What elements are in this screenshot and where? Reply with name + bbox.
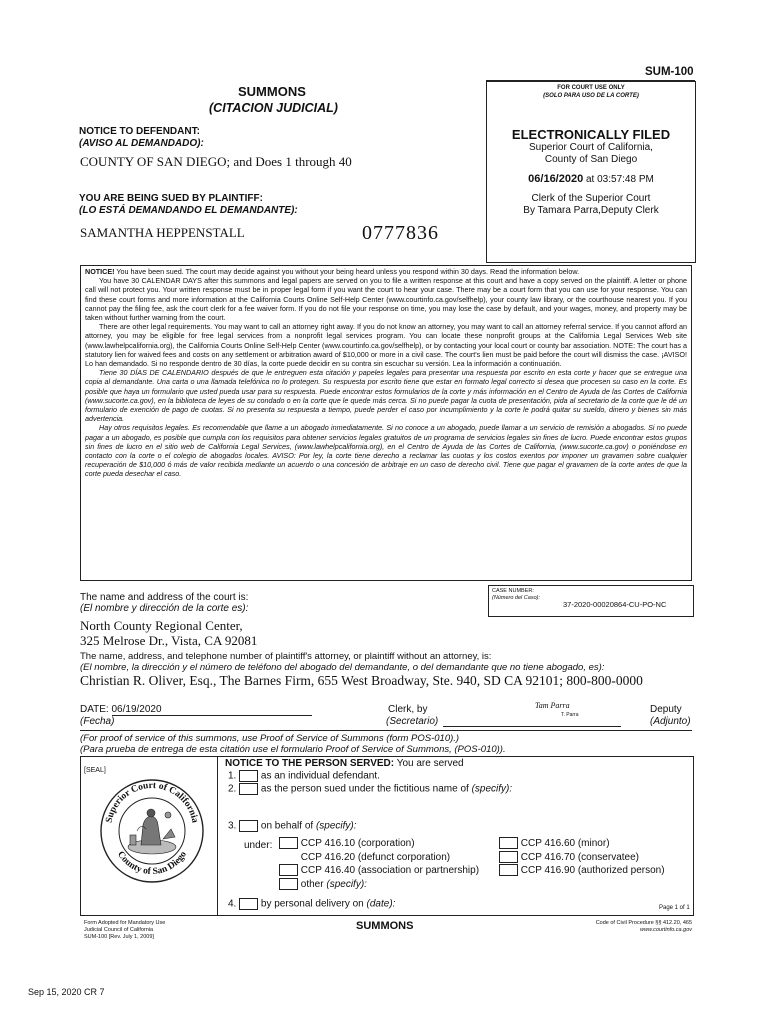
court-line1: Superior Court of California, — [529, 142, 653, 153]
filed-time: at 03:57:48 PM — [586, 174, 654, 185]
summons-subtitle: (CITACION JUDICIAL) — [209, 101, 338, 115]
date-label: DATE: — [80, 704, 109, 715]
item3-number: 3. — [228, 820, 237, 832]
footer-adopted-line3: SUM-100 [Rev. July 1, 2009] — [84, 934, 154, 940]
ccp-416-70-checkbox[interactable] — [499, 851, 518, 863]
plaintiff-name: SAMANTHA HEPPENSTALL — [80, 225, 245, 240]
court-address-label: The name and address of the court is: — [80, 592, 249, 603]
footer-adopted-line1: Form Adopted for Mandatory Use — [84, 920, 166, 926]
clerk-line2: By Tamara Parra,Deputy Clerk — [523, 205, 659, 216]
ccp-416-60-label: CCP 416.60 (minor) — [520, 838, 610, 849]
secretario-label: (Secretario) — [386, 716, 439, 727]
other-option — [279, 878, 479, 892]
clerk-line1: Clerk of the Superior Court — [531, 193, 651, 204]
item1-label: as an individual defendant. — [260, 770, 380, 782]
other-label: other — [300, 878, 324, 890]
court-use-box — [486, 81, 696, 263]
court-use-label-es: (SOLO PARA USO DE LA CORTE) — [543, 93, 639, 99]
clerk-by-label: Clerk, by — [388, 704, 428, 715]
clerk-signature: Tam Parra — [535, 701, 570, 710]
ccp-416-40-checkbox[interactable] — [279, 864, 298, 876]
item3-label: on behalf of — [260, 820, 314, 832]
footer-adopted-line2: Judicial Council of California — [84, 927, 154, 933]
stamped-number: 0777836 — [362, 222, 439, 244]
case-number-label: CASE NUMBER: — [492, 588, 534, 594]
seal-bottom-text: County of San Diego — [115, 849, 189, 878]
footer-title: SUMMONS — [356, 920, 414, 932]
filed-datetime — [487, 173, 695, 185]
ccp-416-40-label: CCP 416.40 (association or partnership) — [300, 865, 480, 876]
case-number: 37-2020-00020864-CU-PO-NC — [563, 600, 667, 609]
item1-number: 1. — [228, 770, 237, 782]
notice-p1-text: You have been sued. The court may decide against you without your being heard unless you respond within 30 days. Read the information below. — [116, 267, 580, 276]
other-specify: (specify): — [326, 878, 367, 890]
defendant-name: COUNTY OF SAN DIEGO; and Does 1 through 40 — [80, 154, 352, 169]
individual-checkbox[interactable] — [239, 770, 258, 782]
notice-defendant-label: NOTICE TO DEFENDANT: — [79, 126, 200, 137]
served-option-3 — [228, 820, 357, 832]
court-address-line2: 325 Melrose Dr., Vista, CA 92081 — [80, 633, 258, 648]
footer-code-line2: www.courtinfo.ca.gov — [640, 927, 692, 933]
ccp-416-20-option — [279, 851, 479, 865]
summons-title: SUMMONS — [238, 84, 306, 99]
notice-p5: Hay otros requisitos legales. Es recomendable que llame a un abogado inmediatamente. Si no conoce a un abogado, puede llamar a un servicio de remisión a abogados. Si no puede pagar a un abogado, es posible que cumpla con los requisitos para obtener servicios legales gratuitos de un programa de servicios legales sin fines de lucro. Puede encontrar estos grupos sin fines de lucro en el sitio web de California Legal Services, (www.lawhelpcalifornia.org), en el Centro de Ayuda de las Cortes de California, (www.sucorte.ca.gov) o poniéndose en contacto con la corte o el colegio de abogados locales. AVISO: Por ley, la corte tiene derecho a reclamar las cuotas y los costos exentos por imponer un gravamen sobre cualquier recuperación de $10,000 ó más de valor recibida mediante un acuerdo o una concesión de arbitraje en un caso de derecho civil. Tiene que pagar el gravamen de la corte antes de que la corte pueda desechar el caso. — [85, 423, 687, 479]
filed-date: 06/16/2020 — [528, 173, 584, 185]
notice-p3: There are other legal requirements. You may want to call an attorney right away. If you do not know an attorney, you may want to call an attorney referral service. If you cannot afford an attorney, you may be eligible for free legal services from a nonprofit legal services program. You can locate these nonprofit groups at the California Legal Services Web site (www.lawhelpcalifornia.org), the California Courts Online Self-Help Center (www.courtinfo.ca.gov/selfhelp), or by contacting your local court or county bar association. NOTE: The court has a statutory lien for waived fees and costs on any settlement or arbitration award of $10,000 or more in a civil case. The court's lien must be paid before the court will dismiss the case. ¡AVISO! Lo han demandado. Si no responde dentro de 30 días, la corte puede decidir en su contra sin escuchar su versión. Lea la información a continuación. — [85, 322, 687, 369]
ccp-right-list — [499, 837, 665, 878]
court-address-label-es: (El nombre y dirección de la corte es): — [80, 603, 249, 614]
item4-label: by personal delivery on — [260, 898, 364, 910]
case-number-box — [488, 585, 694, 617]
seal-divider — [217, 757, 218, 915]
sued-by-label: YOU ARE BEING SUED BY PLAINTIFF: — [79, 193, 263, 204]
seal-top-text: Superior Court of California — [104, 780, 200, 824]
under-label: under: — [244, 840, 273, 851]
proof-line1: (For proof of service of this summons, use Proof of Service of Summons (form POS-010).) — [80, 733, 460, 744]
item2-label: as the person sued under the fictitious name of — [260, 783, 469, 795]
court-line2: County of San Diego — [544, 154, 638, 165]
date-field — [80, 704, 162, 715]
page-stamp: Sep 15, 2020 CR 7 — [28, 987, 105, 997]
served-heading: NOTICE TO THE PERSON SERVED: — [225, 758, 395, 769]
date-rule — [112, 715, 312, 716]
clerk-signature-caption: T. Parra — [561, 712, 579, 718]
ccp-416-90-checkbox[interactable] — [499, 864, 518, 876]
ccp-416-10-label: CCP 416.10 (corporation) — [300, 838, 415, 849]
served-option-4 — [228, 898, 395, 910]
item4-date: (date): — [366, 898, 396, 910]
ccp-416-60-checkbox[interactable] — [499, 837, 518, 849]
adjunto-label: (Adjunto) — [650, 716, 691, 727]
item4-number: 4. — [228, 898, 237, 910]
personal-delivery-checkbox[interactable] — [239, 898, 258, 910]
attorney-value: Christian R. Oliver, Esq., The Barnes Firm, 655 West Broadway, Ste. 940, SD CA 92101; 800-800-0000 — [80, 673, 643, 688]
form-id: SUM-100 — [645, 66, 694, 78]
ccp-416-90-label: CCP 416.90 (authorized person) — [520, 865, 665, 876]
footer-code-line1: Code of Civil Procedure §§ 412.20, 465 — [595, 920, 692, 926]
sued-by-label-es: (LO ESTÁ DEMANDANDO EL DEMANDANTE): — [79, 205, 298, 216]
notice-box — [80, 265, 692, 581]
proof-rule — [80, 730, 692, 731]
court-use-label: FOR COURT USE ONLY — [557, 85, 625, 91]
on-behalf-checkbox[interactable] — [239, 820, 258, 832]
notice-p2: You have 30 CALENDAR DAYS after this summons and legal papers are served on you to file a written response at this court and have a copy served on the plaintiff. A letter or phone call will not protect you. Your written response must be in proper legal form if you want the court to hear your case. There may be a court form that you can use for your response. You can find these court forms and more information at the California Courts Online Self-Help Center (www.courtinfo.ca.gov/selfhelp), your county law library, or the courthouse nearest you. If you cannot pay the filing fee, ask the court clerk for a fee waiver form. If you do not file your response on time, you may lose the case by default, and your wages, money, and property may be taken without further warning from the court. — [85, 276, 687, 323]
court-address-line1: North County Regional Center, — [80, 618, 243, 633]
served-box — [80, 756, 694, 916]
ccp-416-20-label: CCP 416.20 (defunct corporation) — [300, 851, 451, 863]
ccp-left-list — [279, 837, 479, 891]
attorney-label: The name, address, and telephone number of plaintiff's attorney, or plaintiff without an attorney, is: — [80, 651, 492, 662]
notice-defendant-label-es: (AVISO AL DEMANDADO): — [79, 138, 204, 149]
fictitious-name-checkbox[interactable] — [239, 783, 258, 795]
proof-line2: (Para prueba de entrega de esta citatión use el formulario Proof of Service of Summons, (POS-010)). — [80, 744, 506, 755]
court-seal-icon — [97, 771, 207, 887]
item2-specify: (specify): — [471, 783, 513, 795]
deputy-label: Deputy — [650, 704, 682, 715]
item3-specify: (specify): — [315, 820, 357, 832]
attorney-label-es: (El nombre, la dirección y el número de teléfono del abogado del demandante, o del demandante que no tiene abogado, es): — [80, 662, 605, 673]
ccp-416-10-option — [279, 837, 479, 851]
fecha-label: (Fecha) — [80, 716, 115, 727]
notice-p4: Tiene 30 DÍAS DE CALENDARIO después de que le entreguen esta citación y papeles legales para presentar una respuesta por escrito en esta corte y hacer que se entregue una copia al demandante. Una carta o una llamada telefónica no lo protegen. Su respuesta por escrito tiene que estar en formato legal correcto si desea que procesen su caso en la corte. Es posible que haya un formulario que usted pueda usar para su respuesta. Puede encontrar estos formularios de la corte y más información en el Centro de Ayuda de las Cortes de California (www.sucorte.ca.gov), en la biblioteca de leyes de su condado o en la corte que le quede más cerca. Si no puede pagar la cuota de presentación, pida al secretario de la corte que le dé un formulario de exención de pago de cuotas. Si no presenta su respuesta a tiempo, puede perder el caso por incumplimiento y la corte le podrá quitar su sueldo, dinero y bienes sin más advertencia. — [85, 368, 687, 424]
notice-p1 — [85, 267, 687, 276]
served-option-2 — [228, 783, 512, 795]
notice-lead: NOTICE! — [85, 267, 115, 276]
electronically-filed: ELECTRONICALLY FILED — [511, 127, 671, 142]
clerk-sign-rule — [443, 726, 621, 727]
served-heading-rest: You are served — [396, 758, 464, 769]
footer-code — [540, 920, 692, 934]
seal-label: [SEAL] — [84, 767, 106, 774]
date-value: 06/19/2020 — [111, 704, 162, 715]
other-checkbox[interactable] — [279, 878, 298, 890]
ccp-416-90-option — [499, 864, 665, 878]
page-count: Page 1 of 1 — [659, 905, 690, 911]
item2-number: 2. — [228, 783, 237, 795]
ccp-416-40-option — [279, 864, 479, 878]
served-heading-line — [225, 758, 464, 769]
served-option-1 — [228, 770, 380, 782]
ccp-416-70-option — [499, 851, 665, 865]
footer-adopted — [84, 920, 165, 941]
case-number-label-es: (Número del Caso): — [492, 595, 540, 601]
ccp-416-10-checkbox[interactable] — [279, 837, 298, 849]
ccp-416-60-option — [499, 837, 665, 851]
ccp-416-70-label: CCP 416.70 (conservatee) — [520, 851, 639, 863]
